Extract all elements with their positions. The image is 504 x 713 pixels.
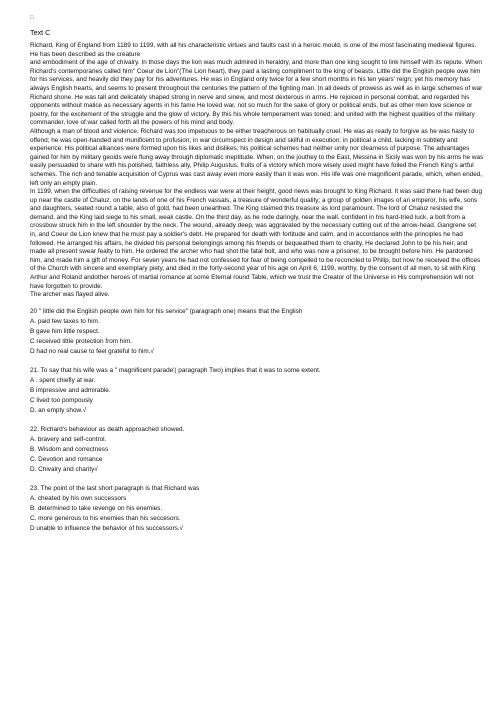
option-c: C. more generous to his enemies than his seccesors. bbox=[30, 514, 181, 522]
option-a: A. bravery and self-control. bbox=[30, 435, 107, 443]
option-b: B impressive and admirable. bbox=[30, 386, 111, 394]
text-heading: Text C bbox=[30, 28, 51, 37]
document-page bbox=[30, 14, 484, 534]
option-c: C. Devotion and romance bbox=[30, 455, 103, 463]
question-23 bbox=[30, 484, 484, 534]
paragraph-1: Richard, King of England from 1189 to 1199, with all his characteristic virtues and faults cast in a heroic mould, is one of the most fascinating medieval figures. He has been described as the creature bbox=[30, 42, 477, 58]
option-a: A . spent chiefly at war. bbox=[30, 376, 96, 384]
page-marker-glyph: □ bbox=[30, 15, 34, 21]
option-b: B gave him little respect. bbox=[30, 327, 100, 335]
option-d: D. Chivalry and charity√ bbox=[30, 465, 98, 473]
paragraph-2: and embodiment of the age of chivalry. In those days the lion was much admired in heraldry, and more than one king sought to link himself with its repute. When Richard's contemporaries called him" Coeur de Lion"(The Lion heart), they paid a lasting compliment to the king of beasts. Little did the English people owe him for his services, and heavily did they pay for his adventures. He was in England only twice for a few short months in his ten years' reign; yet his memory has always English hearts, and seems to present throughout the centuries the pattern of the fighting man. In all deeds of prowess as well as in large schemes of war Richard shone. He was tall and delicately shaped strong in nerve and sinew, and most dexterous in arms. He rejoiced in personal combat, and regarded his opponents without malice as necessary agents in his fame He loved war, not so much for the sake of glory or political ends, but as other men love science or poetry, for the excitement of the struggle and the glow of victory. By this his whole temperament was toned; and united with the highest qualities of the military commander, love of war called forth all the powers of his mind and body. bbox=[30, 59, 483, 127]
option-d: D had no real cause to feel grateful to him.√ bbox=[30, 347, 154, 355]
option-d: D unable to influence the behavior of his successors.√ bbox=[30, 524, 184, 532]
paragraph-5: The archer was flayed alive. bbox=[30, 291, 110, 299]
question-22 bbox=[30, 425, 484, 475]
question-21 bbox=[30, 366, 484, 416]
option-a: A. paid few taxes to him. bbox=[30, 317, 100, 325]
option-b: B. Wisdom and correctness bbox=[30, 445, 109, 453]
option-d: D. an empty show.√ bbox=[30, 406, 87, 414]
option-b: B. determined to take revenge on his enemies. bbox=[30, 504, 163, 512]
question-stem: 20 " little did the English people own him for his service" (paragraph one) means that the English bbox=[30, 307, 303, 315]
question-stem: 21. To say that his wife was a " magnificent parade'( paragraph Two) implies that it was to some extent. bbox=[30, 366, 321, 374]
question-20 bbox=[30, 307, 484, 357]
question-stem: 23. The point of the last short paragraph is that Richard was bbox=[30, 484, 200, 492]
paragraph-3: Although a man of blood and violence, Richard was too impetuous to be either treacherous on habitually cruel. He was as ready to forgive as he was hasty to offend; he was open-handed and munificent to profusion; in war circumspect in design and skilful in execution; in political a child, lacking in subtlety and experience. His political alliances were formed upon his likes and dislikes; his political schemes had neither unity nor clearness of purpose. The advantages gained for him by military geoids were flung away through diplomatic ineptitude. When, on the jouthey to the East, Messina in Sicily was won by his arms he was easily persuaded to share with his polished, faithless ally, Philip Augustus, fruits of a victory which more wisely used might have foiled the French King's artful schemes. The rich and tenable acquisition of Cyprus was cast away even more easily than it was won. His life was one magnificent parade, which, when ended, left only an empty plain. bbox=[30, 127, 484, 187]
paragraph-4: In 1199, when the difficulties of raising revenue for the endless war were at their height, good news was brought to King Richard. It was said there had been dug up near the castle of Chaluz, on the lands of one of his French vassals, a treasure of wonderful quality; a group of golden images of an emperor, his wife, sons and daughters, seated round a table, also of gold, had been unearthed. The King claimed this treasure as lord paramount. The lord of Chaluz resisted the demand, and the King laid siege to his small, weak castle. On the third day, as he rode daringly, near the wall. confident in his hard-tried luck, a bolt from a crossbow struck him in the left shoulder by the neck. The wound, already deep, was aggravated by the necessary cutting out of the arrow-head. Gangrene set in, and Coeur de Lion knew that he must pay a soldier's debt. He prepared for death with fortitude and calm, and in accordance with the principles he had followed. He arranged his affairs, he divided his personal belongings among his friends or bequeathed them to charity. He declared John to be his heir, and made all present swear fealty to him. He ordered the archer who had shot the fatal bolt, and who was now a prisoner, to be brought before him. He pardoned him, and made him a gift of money. For seven years he had not confessed for fear of being compelled to be reconciled to Philip, but now he received the offices of the Church with sincere and exemplary piety, and died in the forty-second year of his age on April 6, 1199, worthy, by the consent of all men, to sit with King Arthur and Roland andother heroes of martial romance at some Eternal round Table, which we trust the Creator of the Universe in His comprehension will not have forgotten to provide. bbox=[30, 188, 482, 290]
option-a: A. cheated by his own successors bbox=[30, 494, 127, 502]
option-c: C received little protection from him. bbox=[30, 337, 132, 345]
question-stem: 22. Richard's behaviour as death approached showed. bbox=[30, 425, 185, 433]
option-c: C lived too pompously bbox=[30, 396, 93, 404]
